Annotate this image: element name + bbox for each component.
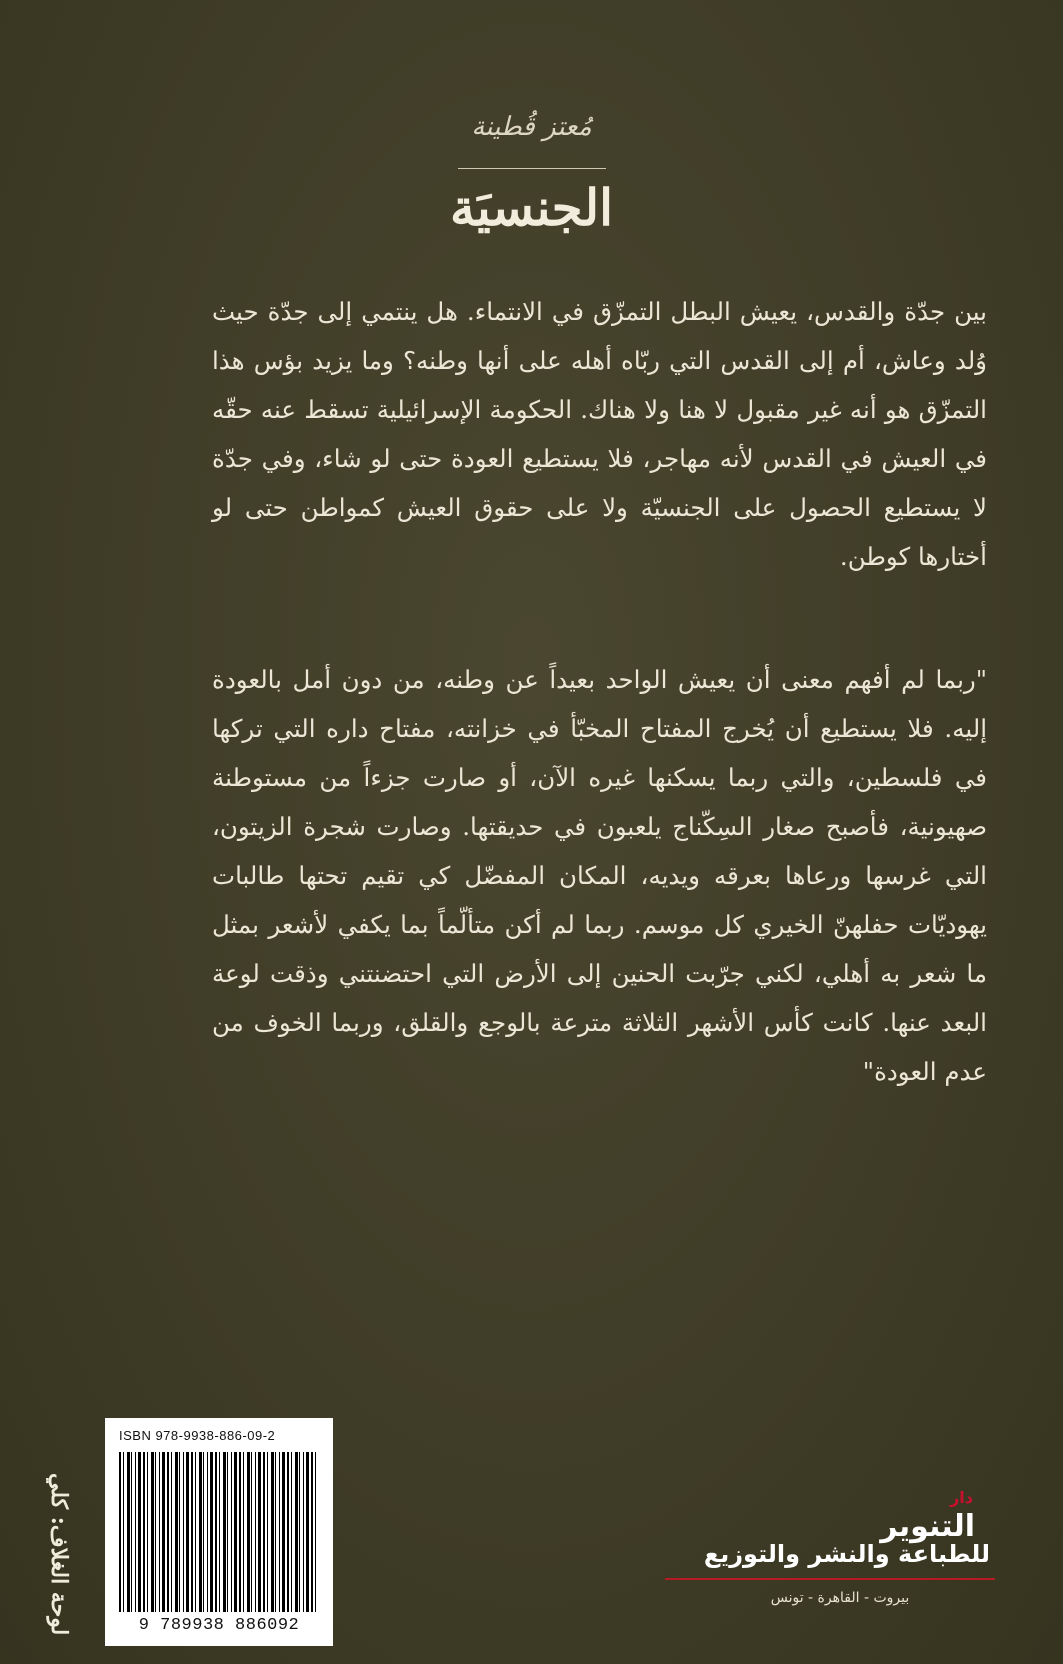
barcode-number: 9 789938 886092 <box>138 1616 300 1635</box>
title-divider <box>458 168 606 169</box>
publisher-cities: بيروت - القاهرة - تونس <box>770 1590 910 1606</box>
synopsis-paragraph: بين جدّة والقدس، يعيش البطل التمزّق في الانتماء. هل ينتمي إلى جدّة حيث وُلد وعاش، أم إلى القدس التي ربّاه أهله على أنها وطنه؟ وما يزيد بؤس هذا التمزّق هو أنه غير مقبول لا هنا ولا هناك. الحكومة الإسرائيلية تسقط عنه حقّه في العيش في القدس لأنه مهاجر، فلا يستطيع العودة حتى لو شاء، وفي جدّة لا يستطيع الحصول على الجنسيّة ولا على حقوق العيش كمواطن حتى لو أختارها كوطن. <box>212 297 987 571</box>
publisher-logo-mark: دار <box>950 1488 973 1507</box>
barcode <box>105 1418 333 1646</box>
barcode-bars <box>119 1452 319 1612</box>
book-title: الجنسيَة <box>450 178 613 237</box>
quote-paragraph: "ربما لم أفهم معنى أن يعيش الواحد بعيداً عن وطنه، من دون أمل بالعودة إليه. فلا يستطيع أن يُخرج المفتاح المخبّأ في خزانته، مفتاح داره التي تركها في فلسطين، والتي ربما يسكنها غيره الآن، أو صارت جزءاً من مستوطنة صهيونية، فأصبح صغار السِكّناج يلعبون في حديقتها. وصارت شجرة الزيتون، التي غرسها ورعاها بعرقه ويديه، المكان المفضّل كي تقيم تحتها طالبات يهوديّات حفلهنّ الخيري كل موسم. ربما لم أكن متألّماً بما يكفي لأشعر بمثل ما شعر به أهلي، لكني جرّبت الحنين إلى الأرض التي احتضنتني وذقت لوعة البعد عنها. كانت كأس الأشهر الثلاثة مترعة بالوجع والقلق، وربما الخوف من عدم العودة" <box>212 665 987 1086</box>
publisher-logo <box>880 1488 975 1546</box>
cover-credit: لوحة الغلاف: كلي <box>46 1472 72 1635</box>
publisher-tagline: للطباعة والنشر والتوزيع <box>703 1540 990 1568</box>
publisher-logo-name: التنوير <box>880 1509 975 1544</box>
isbn-label: ISBN 978-9938-886-09-2 <box>119 1428 276 1443</box>
author-name: مُعتز قُطينة <box>471 112 592 142</box>
publisher-divider <box>665 1578 995 1580</box>
